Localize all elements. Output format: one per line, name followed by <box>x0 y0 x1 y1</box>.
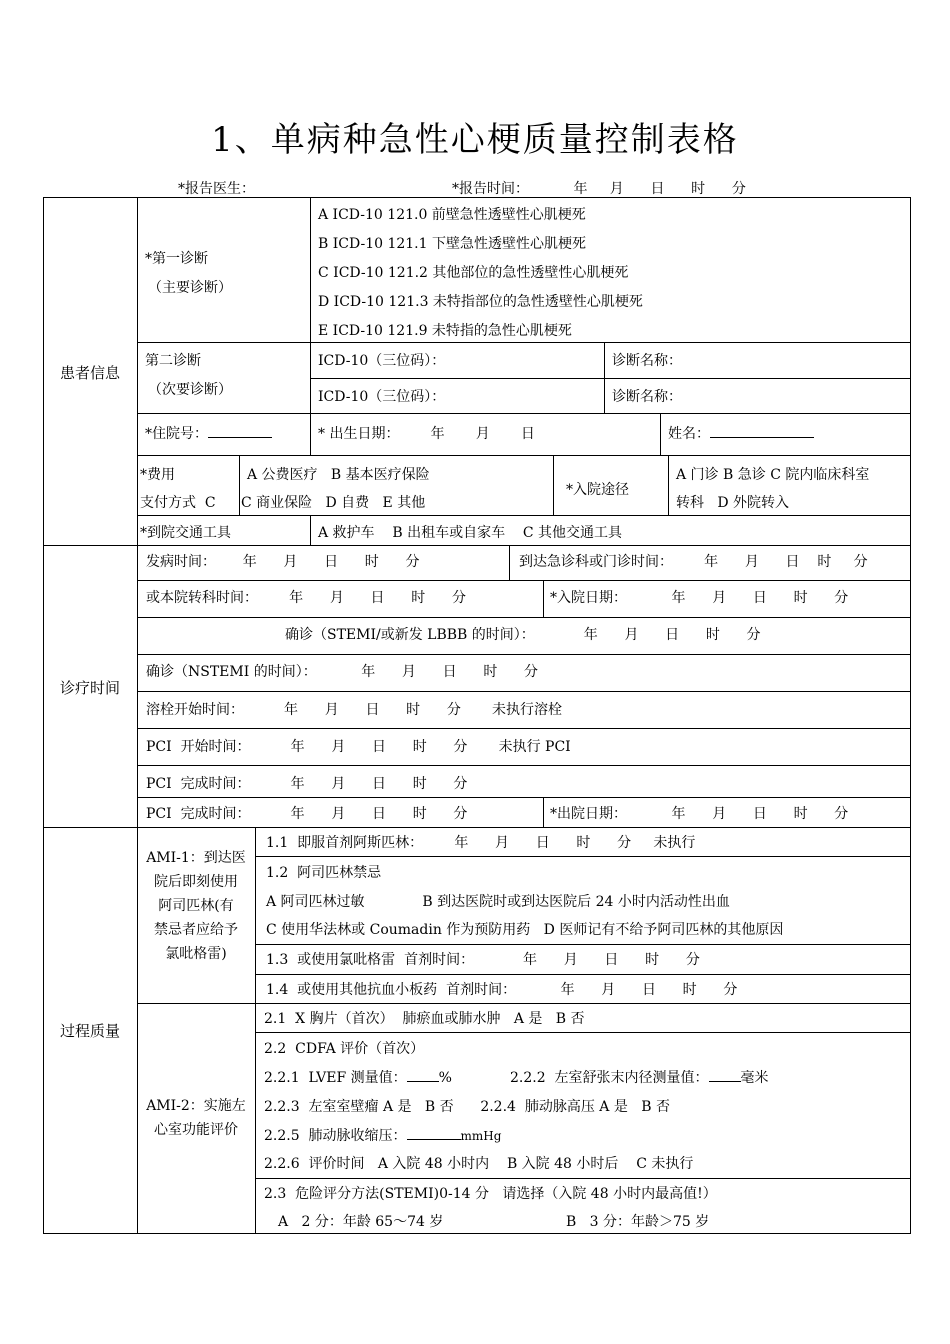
risk-option[interactable]: A 2 分：年龄 65～74 岁 <box>278 1214 444 1230</box>
lv-diameter-unit: 毫米 <box>740 1070 769 1086</box>
risk-score-label: 2.3 危险评分方法(STEMI)0-14 分 请选择（入院 48 小时内最高值!） <box>264 1186 717 1202</box>
pci-complete-field[interactable]: PCI 完成时间： 年 月 日 时 分 <box>146 776 468 792</box>
admission-route-options[interactable]: 转科 D 外院转入 <box>676 495 790 511</box>
chest-xray-field[interactable]: 2.1 X 胸片（首次） 肺瘀血或肺水肿 A 是 B 否 <box>264 1011 585 1027</box>
first-diagnosis-label: *第一诊断 <box>145 251 208 267</box>
admission-number-field[interactable] <box>145 425 272 443</box>
cdfa-label: 2.2 CDFA 评价（首次） <box>264 1041 425 1057</box>
second-diagnosis-label: 第二诊断 <box>145 353 201 369</box>
row-line <box>137 797 911 798</box>
section-patient-info: 患者信息 <box>59 364 120 382</box>
col-line <box>255 827 256 1234</box>
lvef-field[interactable] <box>264 1069 452 1087</box>
nstemi-time-field[interactable]: 确诊（NSTEMI 的时间）： 年 月 日 时 分 <box>146 664 539 680</box>
row-line <box>310 378 911 379</box>
row-line <box>255 974 911 975</box>
thrombolysis-time-field[interactable]: 溶栓开始时间： 年 月 日 时 分 未执行溶栓 <box>146 702 563 718</box>
row-line <box>255 856 911 857</box>
arrival-time-field[interactable]: 到达急诊科或门诊时间： 年 月 日 时 分 <box>519 554 868 570</box>
col-line <box>604 342 605 413</box>
col-line <box>660 413 661 455</box>
pci-start-field[interactable]: PCI 开始时间： 年 月 日 时 分 未执行 PCI <box>146 739 571 755</box>
birth-date-field[interactable]: * 出生日期： 年 月 日 <box>318 426 535 442</box>
section-line <box>43 827 911 828</box>
row-line <box>137 691 911 692</box>
reporter-label: *报告医生： <box>178 181 255 197</box>
aspirin-time-field[interactable]: 1.1 即服首剂阿斯匹林： 年 月 日 时 分 未执行 <box>266 835 696 851</box>
lvef-blank[interactable] <box>407 1081 439 1082</box>
name-label: 姓名： <box>668 426 710 442</box>
name-field[interactable] <box>668 425 814 443</box>
pci-complete-field[interactable]: PCI 完成时间： 年 月 日 时 分 <box>146 806 468 822</box>
row-line <box>137 580 911 581</box>
contraindication-options[interactable]: A 阿司匹林过敏 B 到达医院时或到达医院后 24 小时内活动性出血 <box>266 894 730 910</box>
col-line <box>310 515 311 545</box>
diagnosis-option[interactable]: C ICD-10 121.2 其他部位的急性透壁性心肌梗死 <box>318 265 629 281</box>
col-line <box>509 545 510 580</box>
col-line <box>239 455 240 515</box>
admission-date-field[interactable]: *入院日期： 年 月 日 时 分 <box>550 590 849 606</box>
lv-diameter-label: 2.2.2 左室舒张末内径测量值： <box>510 1070 709 1086</box>
aneurysm-hypertension-field[interactable]: 2.2.3 左室室壁瘤 A 是 B 否 2.2.4 肺动脉高压 A 是 B 否 <box>264 1099 670 1115</box>
col-line <box>553 455 554 515</box>
diagnosis-option[interactable]: E ICD-10 121.9 未特指的急性心肌梗死 <box>318 323 572 339</box>
row-line <box>255 1178 911 1179</box>
ami1-label: AMI-1：到达医 院后即刻使用 阿司匹林(有 禁忌者应给予 氯吡格雷) <box>146 850 246 962</box>
antiplatelet-time-field[interactable]: 1.4 或使用其他抗血小板药 首剂时间： 年 月 日 时 分 <box>266 982 738 998</box>
section-line <box>43 545 911 546</box>
lvef-unit: % <box>438 1070 452 1086</box>
row-line <box>137 413 911 414</box>
lvef-label: 2.2.1 LVEF 测量值： <box>264 1070 407 1086</box>
transport-options[interactable]: A 救护车 B 出租车或自家车 C 其他交通工具 <box>318 525 623 541</box>
row-line <box>255 1032 911 1033</box>
fee-options[interactable]: C 商业保险 D 自费 E 其他 <box>241 495 426 511</box>
section-process-quality: 过程质量 <box>59 1022 120 1040</box>
row-line <box>137 617 911 618</box>
col-line <box>543 580 544 617</box>
clopidogrel-time-field[interactable]: 1.3 或使用氯吡格雷 首剂时间： 年 月 日 时 分 <box>266 952 700 968</box>
diagnosis-option[interactable]: A ICD-10 121.0 前壁急性透壁性心肌梗死 <box>318 207 586 223</box>
icd-code-field[interactable]: ICD-10（三位码）： <box>318 389 446 405</box>
col-line <box>137 197 138 1234</box>
eval-time-field[interactable]: 2.2.6 评价时间 A 入院 48 小时内 B 入院 48 小时后 C 未执行 <box>264 1156 694 1172</box>
contraindication-options[interactable]: C 使用华法林或 Coumadin 作为预防用药 D 医师记有不给予阿司匹林的其他原因 <box>266 922 784 938</box>
diagnosis-option[interactable]: D ICD-10 121.3 未特指部位的急性透壁性心肌梗死 <box>318 294 643 310</box>
icd-code-field[interactable]: ICD-10（三位码）： <box>318 353 446 369</box>
transport-label: *到院交通工具 <box>140 525 231 541</box>
transfer-time-field[interactable]: 或本院转科时间： 年 月 日 时 分 <box>146 590 466 606</box>
onset-time-field[interactable]: 发病时间： 年 月 日 时 分 <box>146 554 420 570</box>
row-line <box>137 654 911 655</box>
admission-route-options[interactable]: A 门诊 B 急诊 C 院内临床科室 <box>676 467 870 483</box>
fee-options[interactable]: A 公费医疗 B 基本医疗保险 <box>247 467 430 483</box>
row-line <box>255 944 911 945</box>
ami2-label: AMI-2：实施左 心室功能评价 <box>146 1098 246 1138</box>
pasp-unit: mmHg <box>460 1129 502 1143</box>
stemi-time-field[interactable]: 确诊（STEMI/或新发 LBBB 的时间）： 年 月 日 时 分 <box>285 627 761 643</box>
diagnosis-option[interactable]: B ICD-10 121.1 下壁急性透壁性心肌梗死 <box>318 236 586 252</box>
section-treatment-time: 诊疗时间 <box>59 679 120 697</box>
fee-label-2: 支付方式 C <box>140 495 216 511</box>
page-title: 1、单病种急性心梗质量控制表格 <box>211 120 739 160</box>
lv-diameter-blank[interactable] <box>709 1081 741 1082</box>
admission-number-blank[interactable] <box>208 437 272 438</box>
admission-number-label: *住院号： <box>145 426 208 442</box>
col-line <box>310 197 311 455</box>
first-diagnosis-sub: （主要诊断） <box>148 280 232 296</box>
lv-diameter-field[interactable] <box>510 1069 769 1087</box>
pasp-blank[interactable] <box>407 1139 461 1140</box>
row-line <box>137 515 911 516</box>
discharge-date-field[interactable]: *出院日期： 年 月 日 时 分 <box>550 806 849 822</box>
diagnosis-name-field[interactable]: 诊断名称： <box>612 353 682 369</box>
col-line <box>543 797 544 827</box>
row-line <box>137 728 911 729</box>
aspirin-contraindication-label: 1.2 阿司匹林禁忌 <box>266 865 382 881</box>
col-line <box>668 455 669 515</box>
name-blank[interactable] <box>710 437 814 438</box>
second-diagnosis-sub: （次要诊断） <box>148 382 232 398</box>
fee-label: *费用 <box>140 467 175 483</box>
admission-route-label: *入院途径 <box>566 482 629 498</box>
row-line <box>137 455 911 456</box>
pasp-label: 2.2.5 肺动脉收缩压： <box>264 1128 407 1144</box>
row-line <box>137 342 911 343</box>
row-line <box>137 1003 911 1004</box>
report-time: *报告时间： 年 月 日 时 分 <box>452 181 746 197</box>
row-line <box>137 765 911 766</box>
pasp-field[interactable] <box>264 1127 501 1145</box>
risk-option[interactable]: B 3 分：年龄＞75 岁 <box>566 1214 710 1230</box>
diagnosis-name-field[interactable]: 诊断名称： <box>612 389 682 405</box>
